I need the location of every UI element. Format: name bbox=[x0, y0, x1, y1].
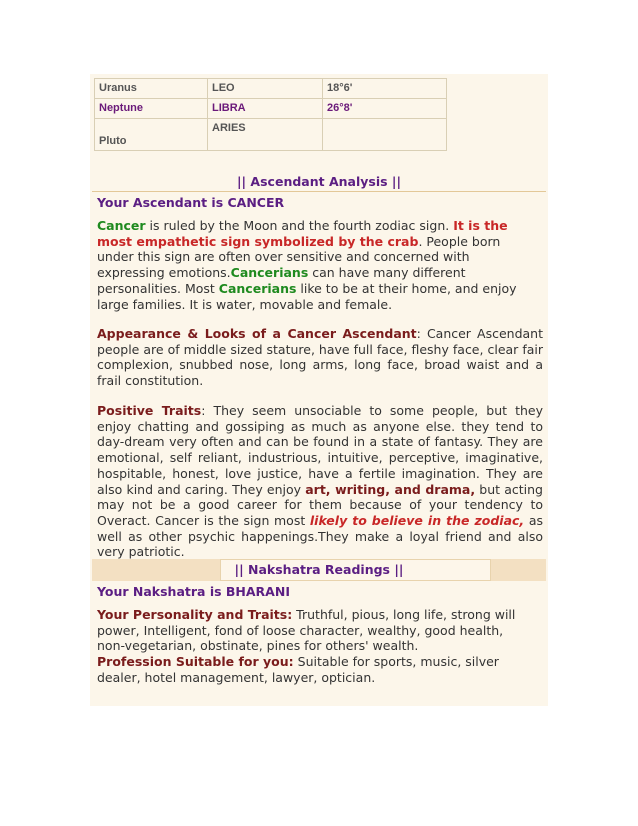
profession-paragraph: Profession Suitable for you: Suitable for sports, music, silver dealer, hotel management, lawyer, optician. bbox=[97, 654, 499, 685]
heading-divider bbox=[92, 191, 546, 192]
ascendant-section-heading: || Ascendant Analysis || bbox=[236, 174, 402, 189]
personality-label: Your Personality and Traits: bbox=[97, 607, 293, 622]
positive-traits-paragraph: Positive Traits: They seem unsociable to some people, but they enjoy chatting and gossiping as much as anyone else. they tend to day-dream very often and can be found in a state of fantasy. They are emotional, self reliant, industrious, intuitive, perceptive, imaginative, hospitable, honest, love justice, have a fertile imagination. They are also kind and caring. They enjoy art, writing, and drama, but acting may not be a good career for them because of your tendency to Overact. Cancer is the sign most likely to believe in the zodiac, as well as other psychic happenings.They make a loyal friend and also very patriotic. bbox=[97, 403, 543, 560]
nakshatra-title: Your Nakshatra is BHARANI bbox=[97, 584, 290, 599]
positive-traits-label: Positive Traits bbox=[97, 403, 202, 418]
planet-degree: 18°6' bbox=[323, 79, 447, 99]
cancerians-term: Cancerians bbox=[230, 265, 309, 281]
table-row bbox=[95, 99, 447, 119]
nakshatra-section-heading: || Nakshatra Readings || bbox=[234, 562, 404, 577]
planet-sign: ARIES bbox=[208, 119, 323, 151]
cancer-term: Cancer bbox=[97, 218, 146, 233]
planet-degree bbox=[323, 119, 447, 151]
profession-label: Profession Suitable for you: bbox=[97, 654, 294, 669]
appearance-label: Appearance & Looks of a Cancer Ascendant bbox=[97, 326, 417, 341]
ascendant-description: Cancer is ruled by the Moon and the fourth zodiac sign. It is the most empathetic sign symbolized by the crab. People born under this sign are often over sensitive and concerned with expressing emotions.Cancerians can have many different personalities. Most Cancerians like to be at their home, and enjoy large families. It is water, movable and female. bbox=[97, 218, 517, 312]
personality-paragraph: Your Personality and Traits: Truthful, pious, long life, strong will power, Intelligent, fond of loose character, wealthy, good health, non-vegetarian, obstinate, pines for others' wealth. bbox=[97, 607, 516, 654]
table-row bbox=[95, 119, 447, 151]
appearance-paragraph: Appearance & Looks of a Cancer Ascendant: Cancer Ascendant people are of middle sized stature, have full face, fleshy face, clear fair complexion, snubbed nose, long arms, long face, broad waist and a frail constitution. bbox=[97, 326, 544, 389]
planet-name: Neptune bbox=[95, 99, 208, 119]
zodiac-emphasis: likely to believe in the zodiac, bbox=[309, 512, 525, 528]
cancerians-term: Cancerians bbox=[218, 280, 297, 296]
planet-name: Uranus bbox=[95, 79, 208, 99]
planet-table bbox=[94, 78, 447, 151]
table-row bbox=[95, 79, 447, 99]
ascendant-title: Your Ascendant is CANCER bbox=[97, 195, 285, 210]
planet-sign: LIBRA bbox=[208, 99, 323, 119]
planet-name: Pluto bbox=[95, 119, 208, 151]
arts-emphasis: art, writing, and drama, bbox=[305, 481, 476, 497]
empathetic-emphasis: It is the most empathetic sign symbolized by the crab bbox=[97, 218, 508, 249]
planet-degree: 26°8' bbox=[323, 99, 447, 119]
planet-sign: LEO bbox=[208, 79, 323, 99]
